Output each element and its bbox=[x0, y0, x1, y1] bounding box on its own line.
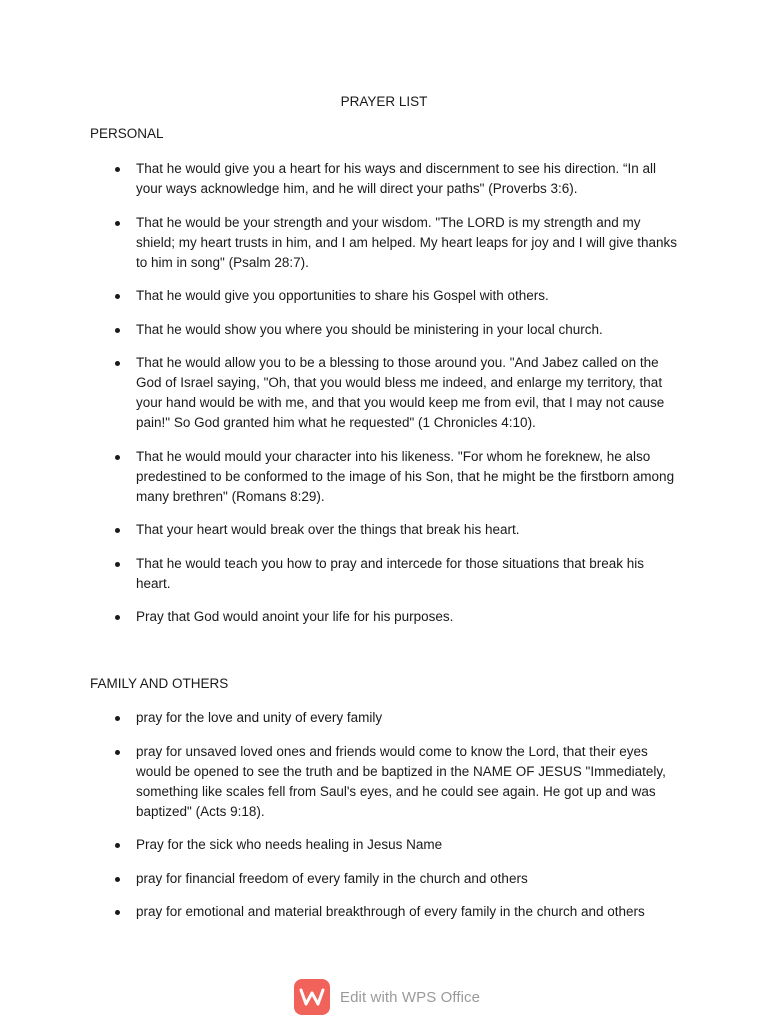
section-heading-family: FAMILY AND OTHERS bbox=[90, 676, 229, 691]
list-item: That he would teach you how to pray and intercede for those situations that break his heart. bbox=[90, 554, 680, 594]
list-item: That he would give you opportunities to share his Gospel with others. bbox=[90, 286, 680, 306]
wps-w-glyph bbox=[299, 987, 325, 1007]
list-item: pray for the love and unity of every family bbox=[90, 708, 680, 728]
list-item: Pray that God would anoint your life for his purposes. bbox=[90, 607, 680, 627]
page-title: PRAYER LIST bbox=[340, 94, 428, 109]
section-heading-personal: PERSONAL bbox=[90, 126, 164, 141]
list-item: That he would mould your character into his likeness. "For whom he foreknew, he also predestined to be conformed to the image of his Son, that he might be the firstborn among many brethren" (Romans 8:29). bbox=[90, 447, 680, 507]
wps-watermark[interactable] bbox=[294, 978, 480, 1016]
wps-watermark-label: Edit with WPS Office bbox=[340, 988, 481, 1006]
list-item: pray for financial freedom of every family in the church and others bbox=[90, 869, 680, 889]
personal-prayer-list bbox=[90, 159, 680, 641]
list-item: pray for unsaved loved ones and friends would come to know the Lord, that their eyes would be opened to see the truth and be baptized in the NAME OF JESUS "Immediately, something like scales fell from Saul's eyes, and he could see again. He got up and was baptized" (Acts 9:18). bbox=[90, 742, 680, 822]
list-item: Pray for the sick who needs healing in Jesus Name bbox=[90, 835, 680, 855]
list-item: That your heart would break over the things that break his heart. bbox=[90, 520, 680, 540]
list-item: That he would be your strength and your wisdom. "The LORD is my strength and my shield; my heart trusts in him, and I am helped. My heart leaps for joy and I will give thanks to him in song" (Psalm 28:7). bbox=[90, 213, 680, 273]
list-item: That he would give you a heart for his ways and discernment to see his direction. “In all your ways acknowledge him, and he will direct your paths" (Proverbs 3:6). bbox=[90, 159, 680, 199]
family-prayer-list bbox=[90, 708, 680, 936]
list-item: pray for emotional and material breakthrough of every family in the church and others bbox=[90, 902, 680, 922]
list-item: That he would allow you to be a blessing to those around you. "And Jabez called on the God of Israel saying, "Oh, that you would bless me indeed, and enlarge my territory, that your hand would be with me, and that you would keep me from evil, that I may not cause pain!" So God granted him what he requested" (1 Chronicles 4:10). bbox=[90, 353, 680, 433]
wps-logo-icon bbox=[294, 979, 330, 1015]
list-item: That he would show you where you should be ministering in your local church. bbox=[90, 320, 680, 340]
